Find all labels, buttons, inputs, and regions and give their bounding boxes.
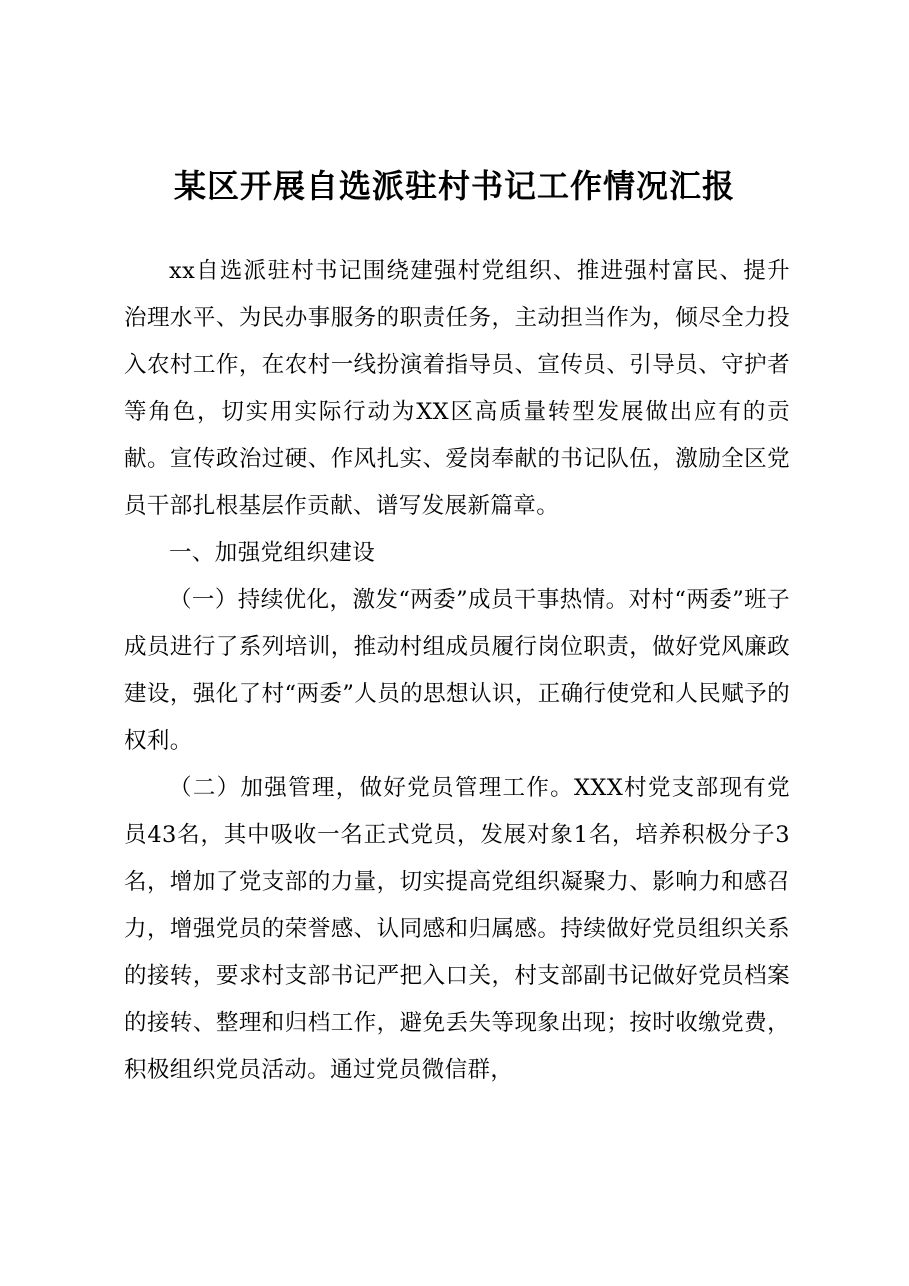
document-body [124, 248, 790, 1094]
section-heading-1: 一、加强党组织建设 [169, 540, 376, 566]
paragraph-subsection-2: （二）加强管理，做好党员管理工作。XXX村党支部现有党员43名，其中吸收一名正式党员，发展对象1名，培养积极分子3名，增加了党支部的力量，切实提高党组织凝聚力、影响力和感召力，增强党员的荣誉感、认同感和归属感。持续做好党员组织关系的接转，要求村支部书记严把入口关，村支部副书记做好党员档案的接转、整理和归档工作，避免丢失等现象出现；按时收缴党费，积极组织党员活动。通过党员微信群， [124, 775, 790, 1083]
paragraph-intro: xx自选派驻村书记围绕建强村党组织、推进强村富民、提升治理水平、为民办事服务的职责任务，主动担当作为，倾尽全力投入农村工作，在农村一线扮演着指导员、宣传员、引导员、守护者等角色，切实用实际行动为XX区高质量转型发展做出应有的贡献。宣传政治过硬、作风扎实、爱岗奉献的书记队伍，激励全区党员干部扎根基层作贡献、谱写发展新篇章。 [124, 258, 790, 519]
document-title: 某区开展自选派驻村书记工作情况汇报 [173, 167, 735, 205]
paragraph-subsection-1: （一）持续优化，激发“两委”成员干事热情。对村“两委”班子成员进行了系列培训，推动村组成员履行岗位职责，做好党风廉政建设，强化了村“两委”人员的思想认识，正确行使党和人民赋予的权利。 [124, 587, 790, 754]
